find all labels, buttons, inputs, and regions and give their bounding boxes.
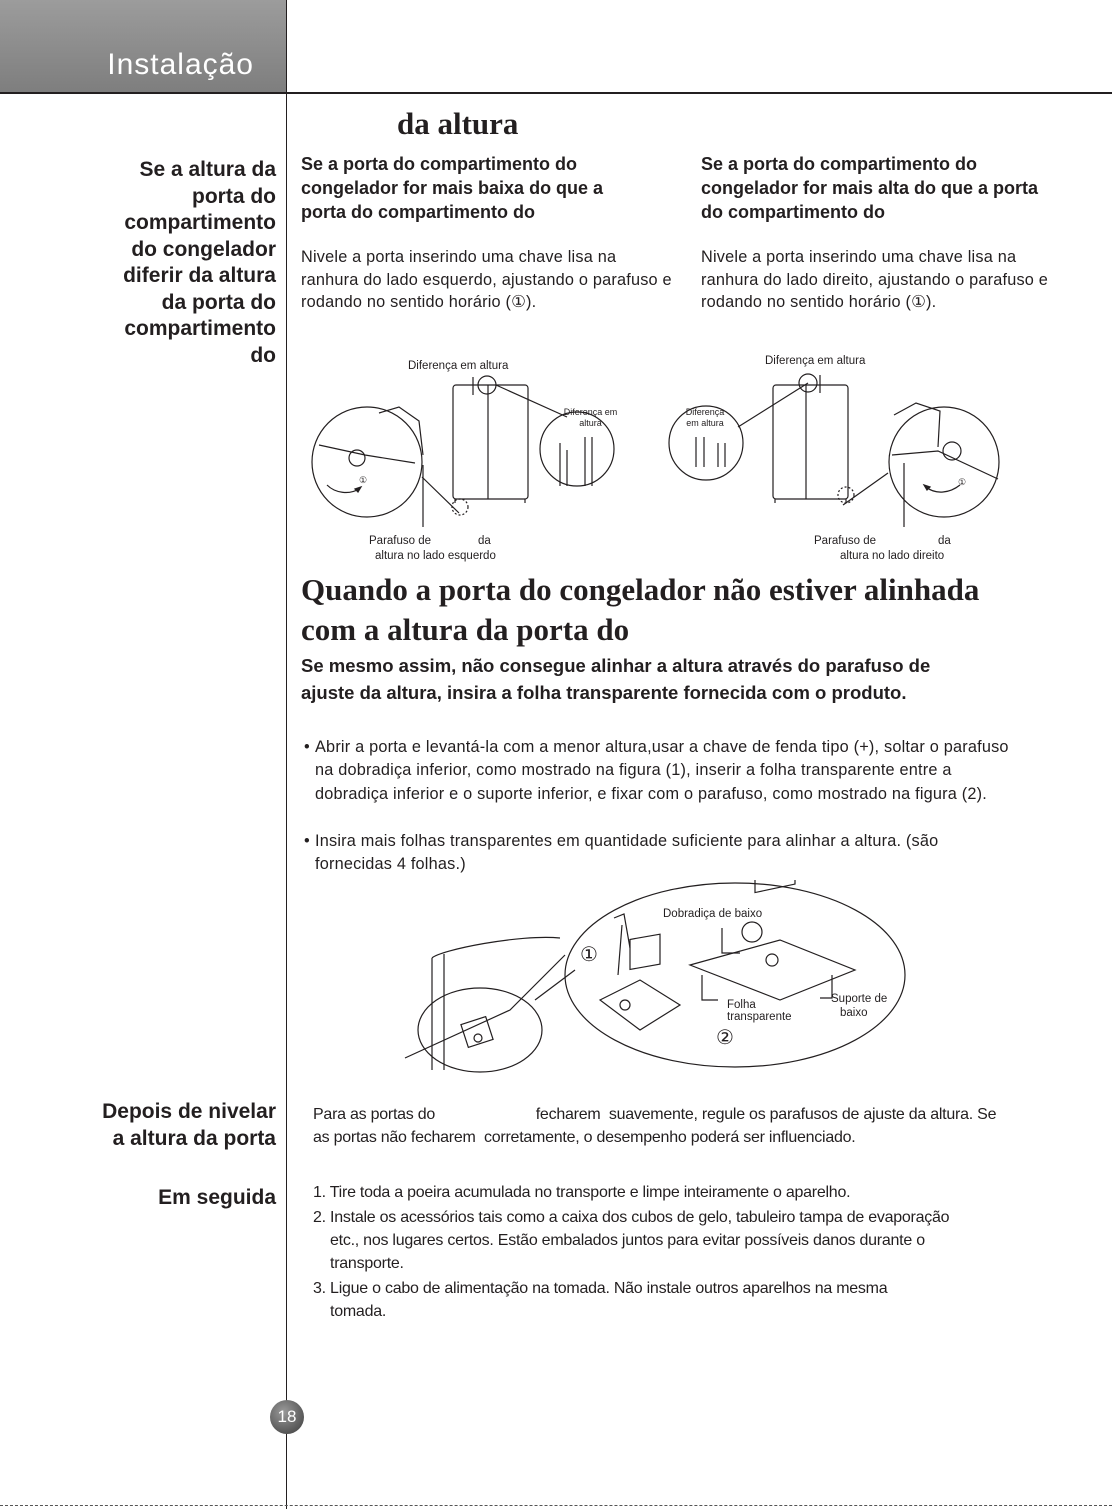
header-rule <box>0 92 1112 94</box>
right-col-heading: Se a porta do compartimento do congelador for mais alta do que a porta do compartimento do <box>701 154 1039 222</box>
left-col-body: Nivele a porta inserindo uma chave lisa na ranhura do lado esquerdo, ajustando o parafuso e rodando no sentido horário (①). <box>301 248 672 311</box>
hinge-marker-1: ① <box>580 944 598 966</box>
hinge-label-bottom: Dobradiça de baixo <box>663 908 763 920</box>
figure-left-label-screw-1: Parafuso de <box>369 535 432 547</box>
section-title-height: da altura <box>397 106 519 141</box>
margin-rule <box>286 0 287 1509</box>
figure-right-marker: ① <box>958 477 967 487</box>
figure-left-label-screw-2: da <box>478 535 491 547</box>
hinge-marker-2: ② <box>716 1027 734 1049</box>
section-tab <box>0 0 286 92</box>
right-col-body: Nivele a porta inserindo uma chave lisa na ranhura do lado direito, ajustando o parafuso e rodando no sentido horário (①). <box>701 248 1049 311</box>
figure-hinge-sheet <box>400 880 910 1080</box>
sidebar-label-next: Em seguida <box>158 1186 276 1209</box>
figure-left-marker: ① <box>359 475 368 485</box>
step-3: 3. Ligue o cabo de alimentação na tomada. Não instale outros aparelhos na mesma tomada. <box>313 1280 888 1320</box>
bullet-dot: • <box>304 738 310 756</box>
after-leveling-intro: Para as portas do fecharem suavemente, regule os parafusos de ajuste da altura. Se as portas não fecharem corretamente, o desempenho poderá ser influenciado. <box>313 1106 1001 1146</box>
figure-left-label-zoom: Diferença em altura <box>563 407 618 428</box>
bullet-item-2 <box>304 830 1014 877</box>
bullet-item-1 <box>304 736 1014 806</box>
section-tab-label: Instalação <box>107 48 254 81</box>
figure-left-label-screw-3: altura no lado esquerdo <box>375 550 496 562</box>
section-2-subheading: Se mesmo assim, não consegue alinhar a altura através do parafuso de ajuste da altura, insira a folha transparente fornecida com o produto. <box>301 655 931 703</box>
bullet-text-1: Abrir a porta e levantá-la com a menor altura,usar a chave de fenda tipo (+), soltar o parafuso na dobradiça inferior, como mostrado na figura (1), inserir a folha transparente entre a dobradiça inferior e o suporte inferior, e fixar com o parafuso, como mostrado na figura (2). <box>315 738 1009 803</box>
figure-left-lower-freezer <box>305 355 635 570</box>
figure-right-label-screw-1: Parafuso de <box>814 535 877 547</box>
step-2: 2. Instale os acessórios tais como a caixa dos cubos de gelo, tabuleiro tampa de evaporação etc., nos lugares certos. Estão embalados juntos para evitar possíveis danos durante o transporte. <box>313 1209 950 1272</box>
fridge-left-illustration <box>305 355 635 570</box>
figure-left-label-top: Diferença em altura <box>408 360 509 372</box>
figure-right-label-zoom: Diferença em altura <box>685 407 725 428</box>
bullet-text-2: Insira mais folhas transparentes em quantidade suficiente para alinhar a altura. (são fornecidas 4 folhas.) <box>315 832 939 874</box>
hinge-illustration <box>400 880 910 1080</box>
step-1: 1. Tire toda a poeira acumulada no transporte e limpe inteiramente o aparelho. <box>313 1184 851 1201</box>
figure-right-higher-freezer <box>668 355 1008 570</box>
hinge-label-sheet-2: transparente <box>727 1011 792 1023</box>
left-col-heading: Se a porta do compartimento do congelador for mais baixa do que a porta do compartimento do <box>301 154 604 222</box>
bullet-dot: • <box>304 832 310 850</box>
hinge-label-support-2: baixo <box>840 1007 868 1019</box>
figure-right-label-screw-3: altura no lado direito <box>840 550 945 562</box>
sidebar-label-height-diff: Se a altura da porta do compartimento do congelador diferir da altura da porta do compartimento do <box>123 158 276 367</box>
figure-right-label-screw-2: da <box>938 535 951 547</box>
footer-rule <box>0 1505 1112 1506</box>
sidebar-label-after-leveling: Depois de nivelar a altura da porta <box>102 1100 276 1150</box>
section-title-door-alignment: Quando a porta do congelador não estiver alinhada com a altura da porta do <box>301 572 980 647</box>
figure-right-label-top: Diferença em altura <box>765 355 866 367</box>
hinge-label-sheet-1: Folha <box>727 999 756 1011</box>
hinge-label-support-1: Suporte de <box>831 993 888 1005</box>
page-number-badge: 18 <box>270 1400 304 1434</box>
